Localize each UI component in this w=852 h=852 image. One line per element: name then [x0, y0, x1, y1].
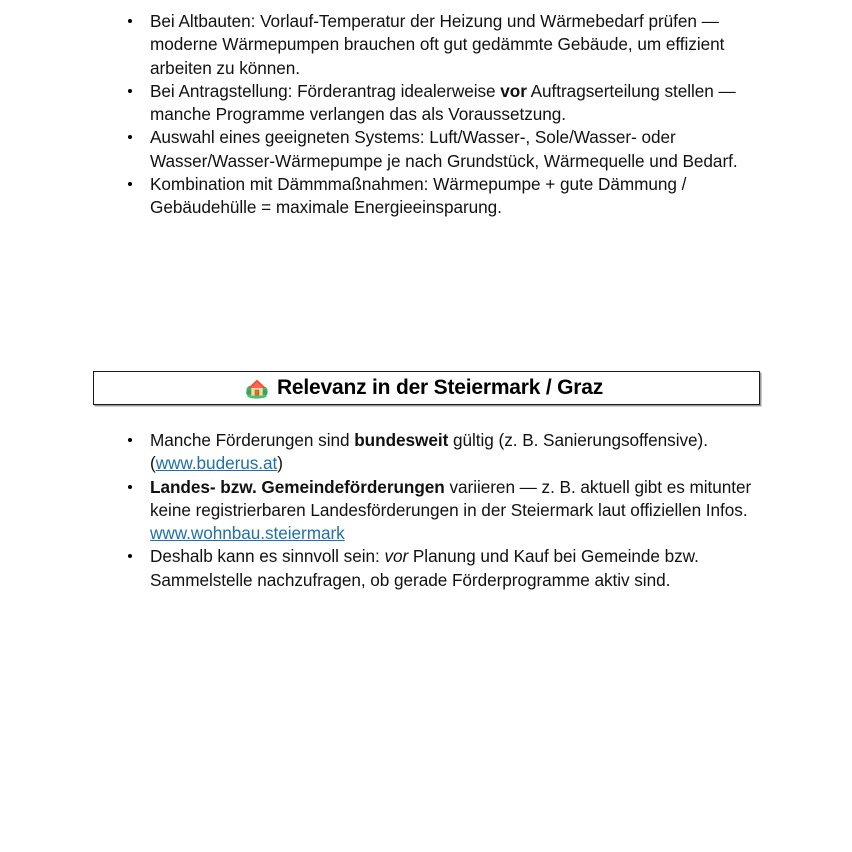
section-heading-label: Relevanz in der Steiermark / Graz: [276, 376, 604, 399]
list-item-text: [150, 81, 736, 124]
section-heading-box: [93, 371, 760, 405]
external-link[interactable]: www.wohnbau.steiermark: [150, 523, 345, 544]
bold-text: Landes- bzw. Gemeindeförderungen: [150, 476, 445, 497]
bold-text: bundesweit: [354, 430, 449, 450]
list-item-text: [150, 430, 708, 473]
text-run: Kombination mit Dämmmaßnahmen: Wärmepumpe + gute Dämmung / Gebäudehülle = maximale Energieeinsparung.: [150, 174, 687, 218]
list-item-text: [150, 127, 738, 170]
text-run: variieren — z. B. aktuell gibt es mitunter keine registrierbaren Landesförderungen in der Steiermark laut offiziellen Infos.: [150, 476, 752, 520]
bullet-marker-icon: [128, 135, 132, 139]
text-run: gültig (z. B. Sanierungsoffensive). (: [150, 430, 708, 474]
list-item: [116, 173, 756, 220]
text-run: Manche Förderungen sind: [150, 430, 355, 450]
list-item: [116, 80, 756, 127]
bullet-marker-icon: [128, 182, 132, 186]
text-run: Bei Antragstellung: Förderantrag idealerweise: [150, 80, 501, 101]
text-run: Planung und Kauf bei Gemeinde bzw. Sammelstelle nachzufragen, ob gerade Förderprogramme aktiv sind.: [150, 546, 699, 590]
list-item: [116, 545, 756, 592]
list-item-text: [150, 11, 724, 78]
bold-text: vor: [500, 80, 527, 101]
list-item-text: [150, 477, 751, 544]
list-item-text: [150, 546, 699, 589]
steiermark-bullet-list: [116, 429, 756, 592]
top-bullet-list: [116, 10, 756, 220]
text-run: Deshalb kann es sinnvoll sein:: [150, 546, 385, 567]
list-item: [116, 429, 756, 476]
list-item-text: [150, 174, 686, 217]
list-item: [116, 126, 756, 173]
house-with-garden-icon: [246, 377, 268, 399]
text-run: Auswahl eines geeigneten Systems: Luft/Wasser-, Sole/Wasser- oder Wasser/Wasser-Wärmepumpe je nach Grundstück, Wärmequelle und Bedarf.: [150, 127, 738, 171]
bullet-marker-icon: [128, 19, 132, 23]
italic-text: vor: [384, 546, 409, 567]
text-run: Bei Altbauten: Vorlauf-Temperatur der Heizung und Wärmebedarf prüfen — moderne Wärmepumpen brauchen oft gut gedämmte Gebäude, um effizient arbeiten zu können.: [150, 11, 725, 78]
list-item: [116, 476, 756, 546]
external-link[interactable]: www.buderus.at: [155, 453, 278, 474]
bullet-marker-icon: [128, 485, 132, 489]
bullet-marker-icon: [128, 438, 132, 442]
bullet-marker-icon: [128, 554, 132, 558]
text-run: ): [277, 453, 283, 474]
text-run: Auftragserteilung stellen — manche Programme verlangen das als Voraussetzung.: [150, 80, 736, 125]
list-item: [116, 10, 756, 80]
bullet-marker-icon: [128, 89, 132, 93]
